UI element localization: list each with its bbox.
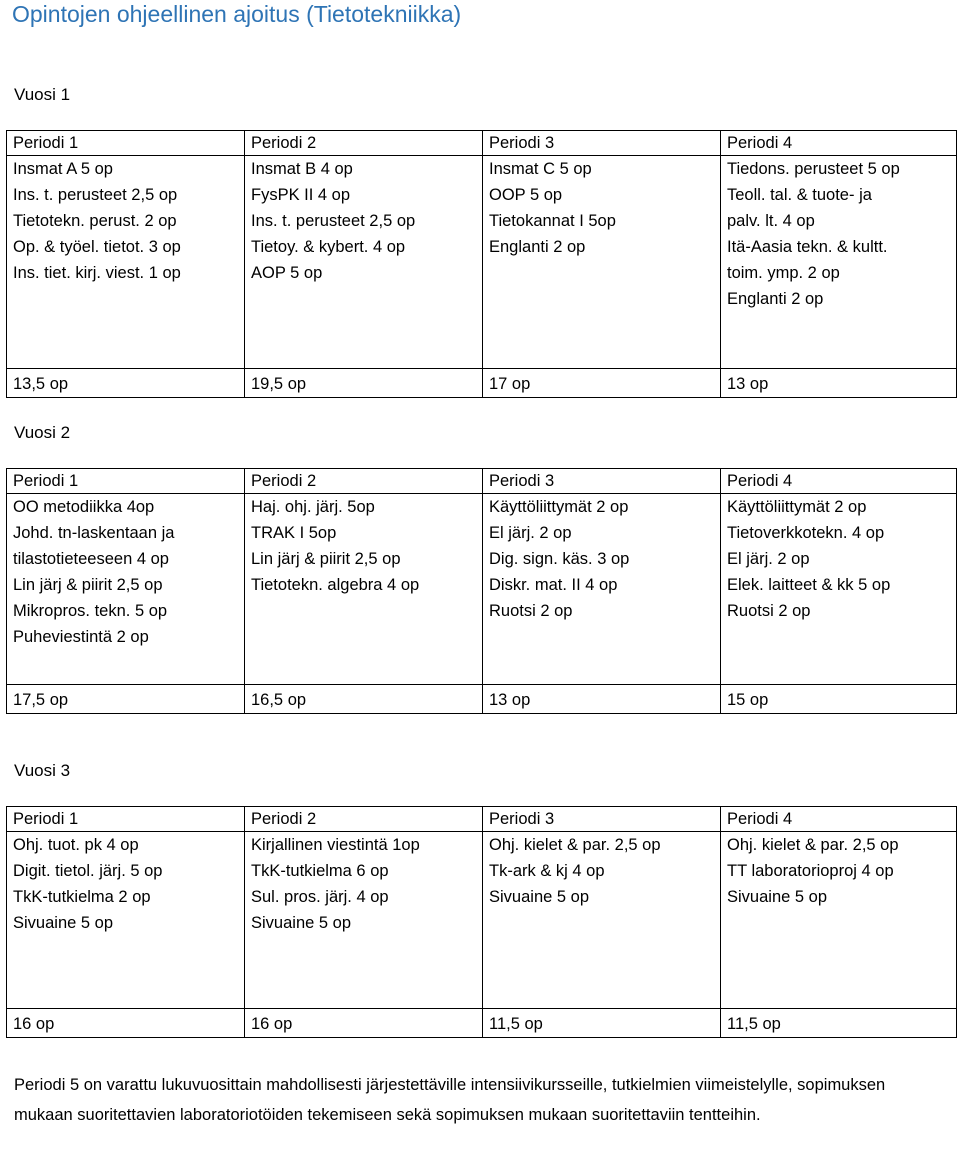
course-item: Tietoverkkotekn. 4 op — [727, 524, 885, 542]
course-list — [483, 832, 721, 1009]
period-total: 11,5 op — [721, 1009, 957, 1038]
course-item: OO metodiikka 4op — [13, 498, 155, 516]
course-item: Ohj. tuot. pk 4 op — [13, 836, 139, 854]
course-item: Tietokannat I 5op — [489, 212, 616, 230]
year-heading: Vuosi 3 — [14, 761, 71, 780]
period-header: Periodi 4 — [721, 807, 957, 832]
course-item: AOP 5 op — [251, 264, 323, 282]
course-item: Puheviestintä 2 op — [13, 628, 149, 646]
course-item: FysPK II 4 op — [251, 186, 351, 204]
course-list — [721, 494, 957, 685]
period-total: 16 op — [245, 1009, 483, 1038]
year-heading: Vuosi 1 — [14, 85, 71, 104]
period-total: 13 op — [483, 685, 721, 714]
course-item: Diskr. mat. II 4 op — [489, 576, 618, 594]
course-item: Englanti 2 op — [727, 290, 824, 308]
year-heading: Vuosi 2 — [14, 423, 71, 442]
period-header: Periodi 4 — [721, 131, 957, 156]
course-item: Sivuaine 5 op — [489, 888, 589, 906]
course-item: Tk-ark & kj 4 op — [489, 862, 605, 880]
course-item: Sivuaine 5 op — [13, 914, 113, 932]
course-item: Dig. sign. käs. 3 op — [489, 550, 630, 568]
course-list — [721, 832, 957, 1009]
course-item: Johd. tn-laskentaan ja — [13, 524, 175, 542]
period-header: Periodi 3 — [483, 469, 721, 494]
course-item: El järj. 2 op — [489, 524, 572, 542]
period-5-note: Periodi 5 on varattu lukuvuosittain mahdollisesti järjestettäville intensiivikursseille, tutkielmien viimeistelylle, sopimuksen mukaan suoritettavien laboratoriotöiden tekemiseen sekä sopimuksen mukaan suoritettaviin tentteihin. — [14, 1076, 886, 1124]
course-item: OOP 5 op — [489, 186, 563, 204]
course-item: Ins. t. perusteet 2,5 op — [13, 186, 178, 204]
schedule-table — [6, 806, 957, 1038]
period-total: 19,5 op — [245, 369, 483, 398]
course-item: Kirjallinen viestintä 1op — [251, 836, 420, 854]
course-item: Elek. laitteet & kk 5 op — [727, 576, 891, 594]
course-list — [7, 156, 245, 369]
period-header: Periodi 2 — [245, 807, 483, 832]
course-item: Käyttöliittymät 2 op — [727, 498, 867, 516]
course-item: Ruotsi 2 op — [727, 602, 811, 620]
course-item: Lin järj & piirit 2,5 op — [251, 550, 401, 568]
period-total: 16 op — [7, 1009, 245, 1038]
course-item: Insmat A 5 op — [13, 160, 113, 178]
course-item: tilastotieteeseen 4 op — [13, 550, 169, 568]
period-header: Periodi 4 — [721, 469, 957, 494]
course-list — [245, 156, 483, 369]
course-item: TkK-tutkielma 2 op — [13, 888, 151, 906]
course-list — [721, 156, 957, 369]
course-item: Sivuaine 5 op — [727, 888, 827, 906]
course-list — [7, 832, 245, 1009]
course-item: TkK-tutkielma 6 op — [251, 862, 389, 880]
course-item: Lin järj & piirit 2,5 op — [13, 576, 163, 594]
course-item: Ohj. kielet & par. 2,5 op — [489, 836, 661, 854]
course-item: TT laboratorioproj 4 op — [727, 862, 894, 880]
period-total: 11,5 op — [483, 1009, 721, 1038]
schedule-table — [6, 130, 957, 398]
course-list — [245, 832, 483, 1009]
course-item: Sivuaine 5 op — [251, 914, 351, 932]
course-item: Englanti 2 op — [489, 238, 586, 256]
course-item: Tiedons. perusteet 5 op — [727, 160, 900, 178]
course-item: Tietotekn. perust. 2 op — [13, 212, 177, 230]
course-item: Sul. pros. järj. 4 op — [251, 888, 389, 906]
course-item: TRAK I 5op — [251, 524, 337, 542]
course-item: Tietoy. & kybert. 4 op — [251, 238, 406, 256]
course-item: Op. & työel. tietot. 3 op — [13, 238, 181, 256]
course-list — [483, 156, 721, 369]
course-item: Ins. t. perusteet 2,5 op — [251, 212, 416, 230]
course-item: Ruotsi 2 op — [489, 602, 573, 620]
period-total: 13,5 op — [7, 369, 245, 398]
period-total: 17 op — [483, 369, 721, 398]
course-item: Haj. ohj. järj. 5op — [251, 498, 375, 516]
period-total: 16,5 op — [245, 685, 483, 714]
course-item: Teoll. tal. & tuote- ja — [727, 186, 872, 204]
course-item: Ins. tiet. kirj. viest. 1 op — [13, 264, 181, 282]
course-item: toim. ymp. 2 op — [727, 264, 840, 282]
course-item: El järj. 2 op — [727, 550, 810, 568]
course-item: palv. lt. 4 op — [727, 212, 815, 230]
course-item: Ohj. kielet & par. 2,5 op — [727, 836, 899, 854]
course-list — [7, 494, 245, 685]
course-item: Itä-Aasia tekn. & kultt. — [727, 238, 888, 256]
schedule-table — [6, 468, 957, 714]
course-item: Digit. tietol. järj. 5 op — [13, 862, 163, 880]
period-total: 17,5 op — [7, 685, 245, 714]
period-header: Periodi 2 — [245, 469, 483, 494]
course-item: Insmat B 4 op — [251, 160, 353, 178]
course-item: Käyttöliittymät 2 op — [489, 498, 629, 516]
course-item: Tietotekn. algebra 4 op — [251, 576, 420, 594]
page-title: Opintojen ohjeellinen ajoitus (Tietotekniikka) — [12, 1, 462, 27]
course-list — [245, 494, 483, 685]
period-header: Periodi 1 — [7, 131, 245, 156]
course-item: Mikropros. tekn. 5 op — [13, 602, 168, 620]
period-total: 15 op — [721, 685, 957, 714]
period-header: Periodi 2 — [245, 131, 483, 156]
course-item: Insmat C 5 op — [489, 160, 592, 178]
period-header: Periodi 3 — [483, 807, 721, 832]
period-header: Periodi 1 — [7, 469, 245, 494]
course-list — [483, 494, 721, 685]
period-header: Periodi 1 — [7, 807, 245, 832]
period-total: 13 op — [721, 369, 957, 398]
period-header: Periodi 3 — [483, 131, 721, 156]
